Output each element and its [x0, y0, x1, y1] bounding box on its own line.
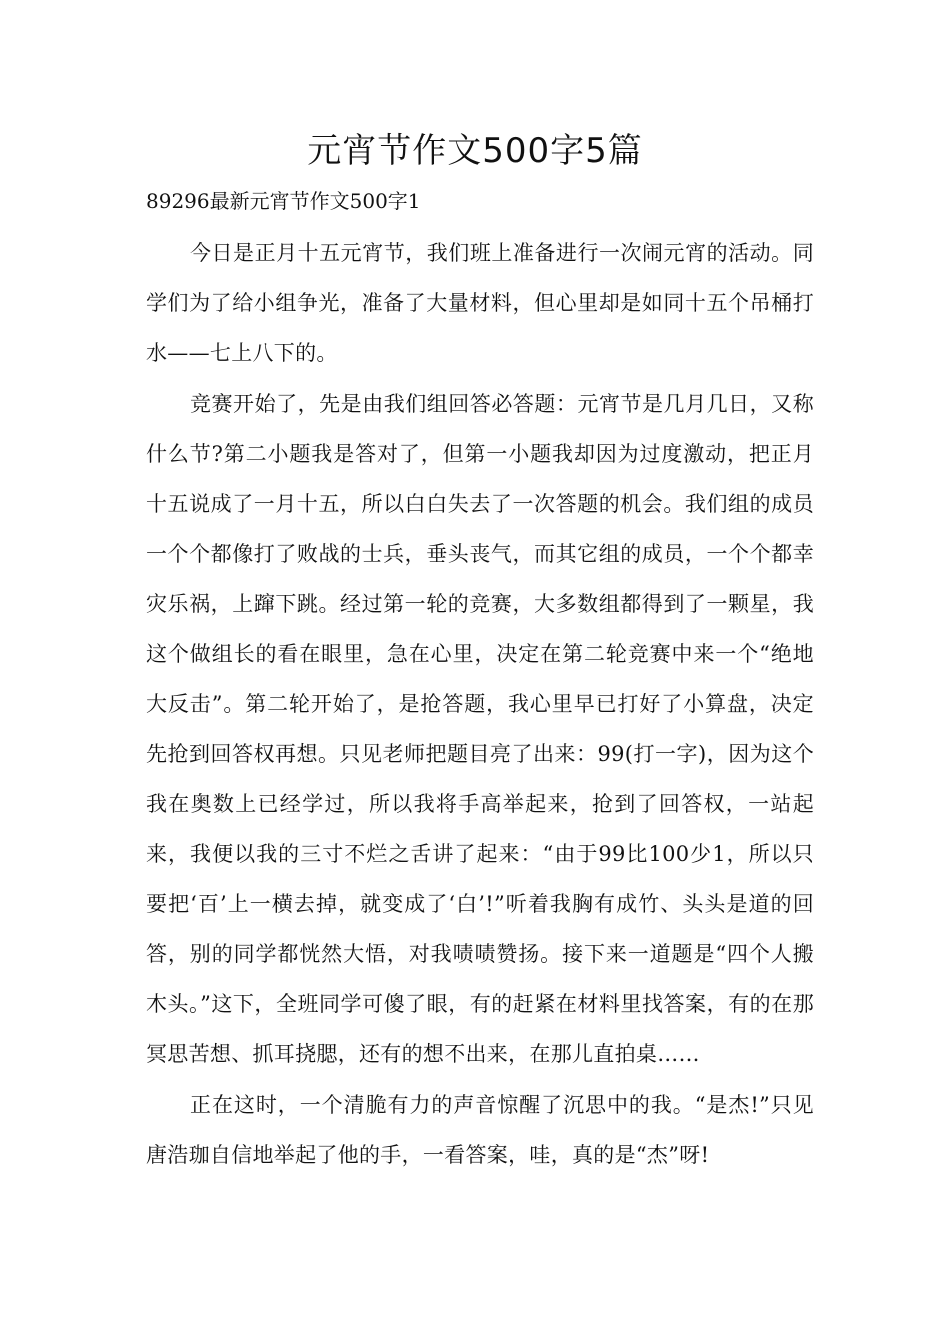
paragraph: 正在这时，一个清脆有力的声音惊醒了沉思中的我。“是杰!”只见唐浩珈自信地举起了他的手，一看答案，哇，真的是“杰”呀! — [146, 1093, 814, 1167]
paragraph: 今日是正月十五元宵节，我们班上准备进行一次闹元宵的活动。同学们为了给小组争光，准备了大量材料，但心里却是如同十五个吊桶打水——七上八下的。 — [146, 241, 814, 365]
paragraph: 竞赛开始了，先是由我们组回答必答题：元宵节是几月几日，又称什么节?第二小题我是答对了，但第一小题我却因为过度激动，把正月十五说成了一月十五，所以白白失去了一次答题的机会。我们组的成员一个个都像打了败战的士兵，垂头丧气，而其它组的成员，一个个都幸灾乐祸，上蹿下跳。经过第一轮的竞赛，大多数组都得到了一颗星，我这个做组长的看在眼里，急在心里，决定在第二轮竞赛中来一个“绝地大反击”。第二轮开始了，是抢答题，我心里早已打好了小算盘，决定先抢到回答权再想。只见老师把题目亮了出来：99(打一字)，因为这个我在奥数上已经学过，所以我将手高举起来，抢到了回答权，一站起来，我便以我的三寸不烂之舌讲了起来：“由于99比100少1，所以只要把‘百’上一横去掉，就变成了‘白’!”听着我胸有成竹、头头是道的回答，别的同学都恍然大悟，对我啧啧赞扬。接下来一道题是“四个人搬木头。”这下，全班同学可傻了眼，有的赶紧在材料里找答案，有的在那冥思苦想、抓耳挠腮，还有的想不出来，在那儿直拍桌…… — [146, 392, 814, 1066]
essay-subtitle: 89296最新元宵节作文500字1 — [146, 189, 421, 213]
page-title: 元宵节作文500字5篇 — [307, 131, 643, 171]
essay-body — [146, 228, 814, 1180]
